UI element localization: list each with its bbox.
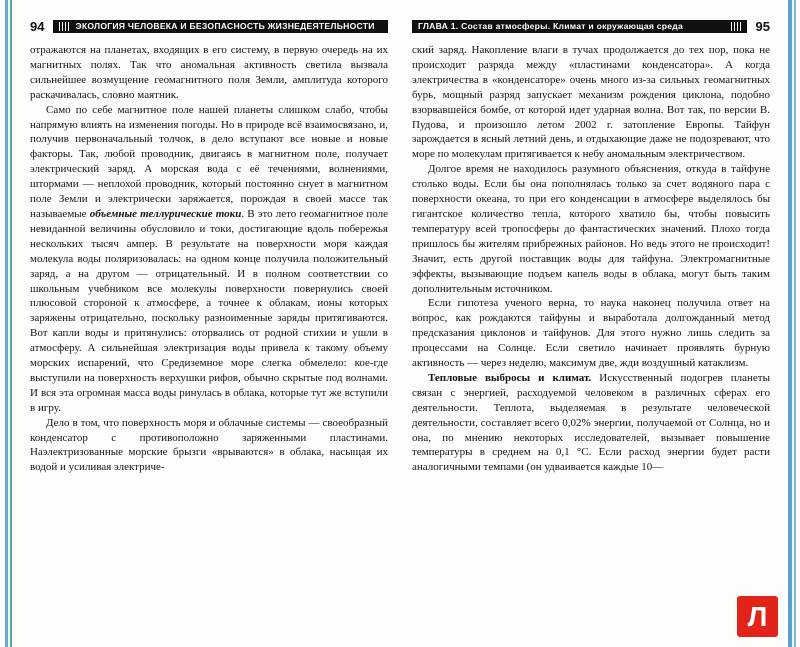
bar-stripe-decoration [59,22,69,31]
page-number-left: 94 [30,18,45,34]
paragraph [30,43,388,103]
running-head-right-text: ГЛАВА 1. Состав атмосферы. Климат и окружающая среда [418,21,684,31]
running-head-right-bar [412,20,747,33]
text-segment: Дело в том, что поверхность моря и облачные системы — своеобразный конденсатор с противоположно заряженными пластинами. Наэлектризованные морские брызги «врываются» в облака, насыщая их водой и усиливая электриче- [30,416,388,474]
page-94 [30,18,388,618]
page-edge-left [0,0,15,647]
paragraph [30,416,388,476]
text-segment: ский заряд. Накопление влаги в тучах продолжается до тех пор, пока не происходит разряда между «пластинами конденсатора». А когда электричества в «конденсаторе» очень много из-за сильных геомагнитных бурь, мощный разряд запускает механизм рождения циклона, подобно взорвавшейся бомбе, от которой идет ударная волна. Вот так, по версии В. Пудова, и произошло летом 2002 г. затопление Европы. Тайфун зарождается в ясный летний день, и отдыхающие даже не подозревают, что море по молекулам притягивается к небу аномальным электричеством. [412,44,770,161]
page-94-body-text [30,43,388,618]
text-segment: . В это лето геомагнитное поле невиданной величины обусловило и токи, достигающие вдоль побережья нескольких тысяч ампер. В результате на поверхности моря каждая молекула воды поляризовалась: на одном конце получила положительный заряд, а на другом — отрицательный. И в полном соответствии со школьным учебником все молекулы поверхности повернулись своей плюсовой стороной к атмосфере, а точнее к облакам, ионы которых заряжены отрицательно, поскольку разноименные заряды притягиваются. Вот капли воды и притянулись: оторвались от родной стихии и ушли в атмосферу. А сильнейшая электризация воды привела к такому объему морских испарений, что Средиземное море слегка обмелело: кое-где выступили на поверхность верхушки рифов, обычно скрытые под волнами. И вся эта огромная масса воды ринулась в облака, которые тут же вступили в игру. [30,207,388,414]
paragraph [412,43,770,162]
running-head-left-text: ЭКОЛОГИЯ ЧЕЛОВЕКА И БЕЗОПАСНОСТЬ ЖИЗНЕДЕЯТЕЛЬНОСТИ [75,21,375,31]
bar-stripe-decoration [731,22,741,31]
paragraph [412,162,770,296]
page-95 [412,18,770,618]
running-head-left [30,18,388,34]
text-segment: Если гипотеза ученого верна, то наука наконец получила ответ на вопрос, как рождаются тайфуны и выработала долгожданный метод предсказания циклонов и тайфунов. Для этого нужно лишь следить за процессами на Солнце. Если светило начинает проявлять бурную активность — через неделю, максимум две, жди воздушный катаклизм. [412,297,770,370]
labirint-logo [737,596,778,637]
text-segment: Само по себе магнитное поле нашей планеты слишком слабо, чтобы напрямую влиять на изменения погоды. Но в природе всё взаимосвязано, и, получив первоначальный толчок, в дело вступают все новые и новые факторы. Так, любой проводник, двигаясь в магнитном поле, получает электрический заряд. А морская вода с её течениями, волнениями, штормами — неплохой проводник, который постоянно снует в магнитном поле Земли и электрически заряжается, порождая в своей массе так называемые [30,103,388,220]
text-segment: отражаются на планетах, входящих в его систему, в первую очередь на их магнитных полях. Так что аномальная активность светила вызвала сильнейшее возмущение геомагнитного поля Земли, амплитуда которого раскачивалась, словно маятник. [30,44,388,101]
running-head-left-bar [53,20,388,33]
page-number-right: 95 [755,18,770,34]
paragraph [412,371,770,475]
text-segment: Искусственный подогрев планеты связан с энергией, расходуемой человеком в различных сферах его деятельности. Теплота, выделяемая в результате человеческой деятельности, составляет всего 0,02% энергии, получаемой от Солнца, но и она, по мнению некоторых исследователей, вызывает повышение температуры в среднем на 0,1 °С. Если расход энергии будет расти аналогичными темпами (он удваивается каждые 10— [412,371,770,474]
logo-letter: Л [747,600,768,632]
page-95-body-text [412,43,770,618]
page-edge-right [785,0,800,647]
text-segment: Тепловые выбросы и климат. [428,371,592,384]
running-head-right [412,18,770,34]
paragraph [30,103,388,416]
text-segment: Долгое время не находилось разумного объяснения, откуда в тайфуне столько воды. Если бы она пополнялась только за счет водяного пара с поверхности океана, то при его конденсации в атмосфере выделялось бы гигантское количество тепла, которого хватило бы, чтобы повысить температуру всей тропосферы до фантастических значений. Плохо тогда пришлось бы жителям прибрежных районов. Но ведь этого не происходит! Значит, есть другой поставщик воды для тайфуна. Электромагнитные эффекты, вызывающие подъем капель воды в облака, могут быть таким дополнительным источником. [412,163,770,295]
paragraph [412,296,770,371]
text-segment: объемные теллурические токи [89,207,242,220]
